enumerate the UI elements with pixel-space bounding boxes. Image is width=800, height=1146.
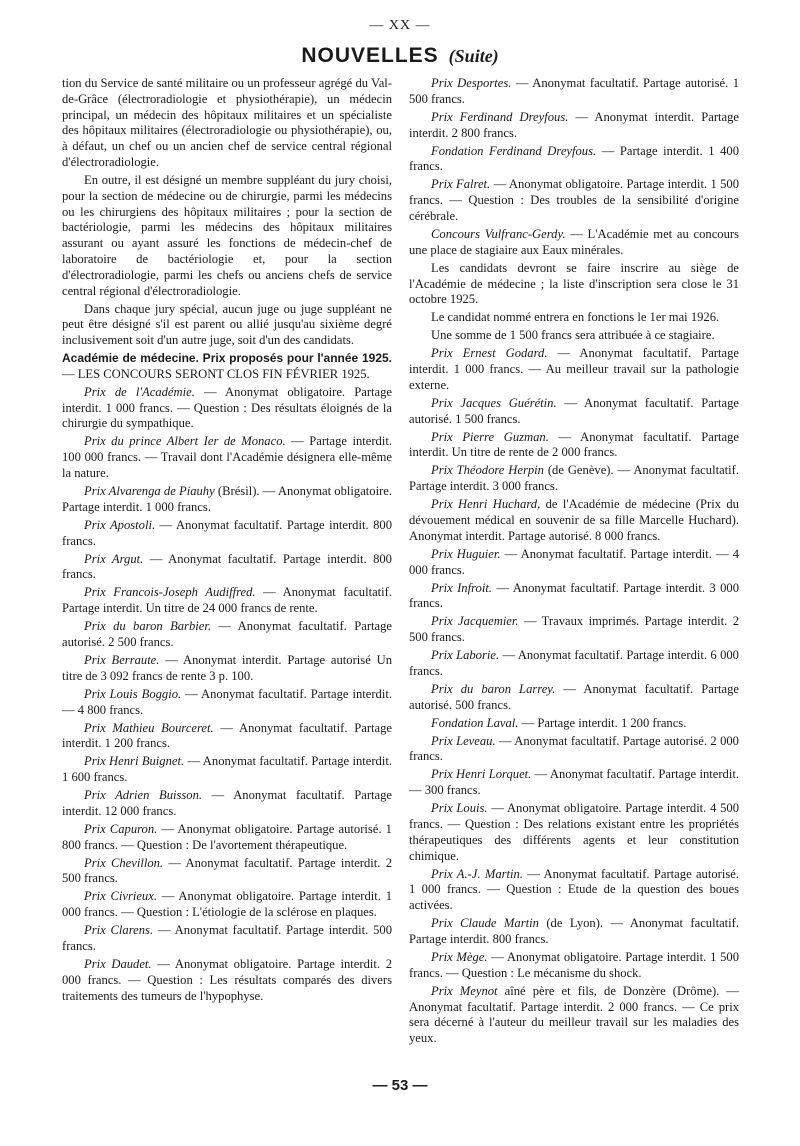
paragraph (409, 734, 739, 766)
paragraph (62, 484, 392, 516)
paragraph-text: — Anonymat facultatif. Partage interdit. — 300 francs. (409, 767, 739, 798)
prize-name: Fondation Laval. (431, 715, 519, 730)
paragraph-text: (Brésil). — Anonymat obligatoire. Partage interdit. 1 000 francs. (62, 484, 393, 514)
prize-name: Prix Pierre Guzman. (431, 429, 549, 444)
paragraph (409, 76, 739, 108)
paragraph (409, 396, 739, 428)
paragraph-text: — Anonymat facultatif. Partage interdit. Un titre de 24 000 francs de rente. (62, 585, 392, 616)
paragraph-text: — Anonymat obligatoire. Partage interdit. 1 000 francs. — Question : Des résultats éloignés de la chirurgie du sympathique. (62, 384, 392, 431)
paragraph (62, 173, 392, 299)
prize-name: Prix Laborie. (431, 648, 500, 663)
paragraph-text: Dans chaque jury spécial, aucun juge ou juge suppléant ne peut être désigné s'il est parent ou allié jusqu'au sixième degré inclusivement soit d'un autre juge, soit d'un des candidats. (62, 301, 392, 348)
paragraph (62, 302, 392, 349)
paragraph (409, 801, 739, 864)
paragraph (409, 497, 739, 544)
paragraph (62, 351, 392, 383)
paragraph-text: — Anonymat facultatif. Partage interdit. 800 francs. (62, 551, 392, 582)
prize-name: Prix Mathieu Bourceret. (84, 720, 214, 735)
paragraph (62, 687, 392, 719)
paragraph-text: — Anonymat facultatif. Partage interdit. 2 500 francs. (62, 855, 392, 886)
paragraph (409, 261, 739, 308)
prize-name: Prix Ernest Godard. (431, 346, 548, 361)
paragraph (409, 916, 739, 948)
paragraph (62, 552, 392, 584)
prize-name: Prix Henri Huchard, (431, 497, 541, 512)
paragraph-text: — Anonymat facultatif. Partage interdit. 3 000 francs. (409, 580, 739, 611)
prize-name: Concours Vulfranc-Gerdy. (431, 226, 566, 241)
paragraph-text: — Anonymat facultatif. Partage autorisé. 2 500 francs. (62, 619, 392, 649)
prize-name: Prix Capuron. (84, 821, 158, 836)
paragraph-text: — Partage interdit. 1 200 francs. (518, 715, 687, 730)
prize-name: Prix Civrieux. (84, 889, 157, 904)
paragraph (409, 177, 739, 224)
paragraph (409, 547, 739, 579)
paragraph-text: — Anonymat obligatoire. Partage interdit. 2 000 francs. — Question : Les résultats comparés des divers traitements des tumeurs de l'hypophyse. (62, 956, 392, 1003)
paragraph-text: — L'Académie met au concours une place de stagiaire aux Eaux minérales. (409, 226, 739, 257)
paragraph (62, 856, 392, 888)
paragraph (62, 721, 392, 753)
paragraph-text: tion du Service de santé militaire ou un professeur agrégé du Val-de-Grâce (électroradiologie et physiothérapie), un médecin principal, un médecin des hôpitaux militaires et un spécialiste des hôpitaux militaires (électroradiologie ou physiothérapie), ou, à défaut, un chef ou un ancien chef de service central régional d'électroradiologie. (62, 76, 392, 169)
paragraph (409, 463, 739, 495)
prize-name: Prix Infroit. (431, 580, 492, 595)
paragraph (62, 518, 392, 550)
prize-name: Prix Louis. (431, 801, 488, 816)
left-column (62, 76, 392, 1007)
paragraph (409, 950, 739, 982)
section-heading: Académie de médecine. Prix proposés pour l'année 1925. (62, 351, 392, 366)
prize-name: Prix Adrien Buisson. (84, 788, 203, 803)
paragraph (409, 614, 739, 646)
paragraph-text: — Anonymat obligatoire. Partage interdit. 1 500 francs. — Question : Des troubles de la sensibilité d'origine cérébrale. (409, 177, 740, 223)
prize-name: Prix Berraute. (84, 652, 160, 667)
paragraph-text: En outre, il est désigné un membre suppléant du jury choisi, pour la section de médecine ou de chirurgie, parmi les médecins ou les chirurgiens des hôpitaux militaires ; pour la section de bactériologie, parmi les médecins des hôpitaux militaires assurant ou ayant assuré les fonctions de médecin-chef de laboratoire de bactériologie et, pour la section d'électroradiologie, parmi les chefs ou anciens chefs de service central régional d'électroradiologie. (62, 172, 392, 298)
paragraph-text: — Anonymat facultatif. Partage interdit. 6 000 francs. (409, 648, 739, 678)
prize-name: Prix Francois-Joseph Audiffred. (84, 585, 256, 600)
roman-folio: — XX — (369, 18, 431, 33)
paragraph-text: — Anonymat interdit. Partage interdit. 2 800 francs. (409, 109, 739, 140)
prize-name: Prix Louis Boggio. (84, 686, 182, 701)
paragraph-text: — Anonymat facultatif. Partage autorisé. 1 000 francs. — Question : Etude de la question des boues activées. (409, 866, 739, 913)
paragraph-text: — Partage interdit. 100 000 francs. — Travail dont l'Académie désignera elle-même la nature. (62, 434, 392, 481)
paragraph (409, 227, 739, 259)
paragraph-text: — Anonymat facultatif. Partage interdit. 1 000 francs. — Au meilleur travail sur la pathologie externe. (409, 346, 739, 392)
paragraph (62, 76, 392, 171)
prize-name: Prix Ferdinand Dreyfous. (431, 109, 569, 124)
paragraph (62, 923, 392, 955)
paragraph-text: — Anonymat facultatif. Partage autorisé. 500 francs. (409, 681, 739, 712)
prize-name: Prix Jacques Guérétin. (431, 395, 557, 410)
prize-name: Prix A.-J. Martin. (431, 866, 523, 881)
paragraph (62, 754, 392, 786)
paragraph (409, 110, 739, 142)
paragraph (409, 144, 739, 176)
prize-name: Prix Apostoli. (84, 517, 156, 532)
prize-name: Prix du prince Albert Ier de Monaco. (84, 434, 286, 449)
prize-name: Prix Meynot (431, 983, 498, 998)
prize-name: Prix de l'Académie. (84, 384, 195, 399)
prize-name: Prix Alvarenga de Piauhy (84, 484, 215, 499)
paragraph (62, 889, 392, 921)
prize-name: Prix Henri Buignet. (84, 754, 185, 769)
paragraph-text: — Anonymat facultatif. Partage autorisé. 2 000 francs. (409, 733, 739, 764)
paragraph-text: — Anonymat facultatif. Partage interdit. 1 600 francs. (62, 754, 392, 785)
paragraph-text: — Anonymat obligatoire. Partage interdit. 1 500 francs. — Question : Le mécanisme du shock. (409, 949, 739, 980)
prize-name: Prix Falret. (431, 177, 491, 192)
paragraph (62, 653, 392, 685)
prize-name: Prix Mège. (431, 949, 488, 964)
paragraph (62, 434, 392, 481)
paragraph (409, 310, 739, 326)
right-column (409, 76, 739, 1049)
paragraph-text: — Travaux imprimés. Partage interdit. 2 500 francs. (409, 614, 739, 645)
paragraph (409, 767, 739, 799)
page-number: — 53 — (372, 1077, 428, 1094)
paragraph-text: — Anonymat facultatif. Partage interdit. 800 francs. (62, 517, 393, 548)
paragraph (409, 682, 739, 714)
paragraph-text: — Anonymat interdit. Partage autorisé Un titre de 3 092 francs de rente 3 p. 100. (62, 652, 393, 683)
paragraph-text: — Anonymat facultatif. Partage autorisé. 1 500 francs. (409, 395, 739, 426)
paragraph-text: — Anonymat obligatoire. Partage autorisé. 1 800 francs. — Question : De l'avortement thérapeutique. (62, 821, 392, 852)
prize-name: Prix Claude Martin (431, 916, 539, 931)
paragraph-text: — Anonymat facultatif. Partage autorisé. 1 500 francs. (409, 76, 739, 106)
running-head (0, 44, 800, 68)
prize-name: Prix du baron Barbier. (84, 619, 211, 634)
paragraph (409, 581, 739, 613)
paragraph-text: aîné père et fils, de Donzère (Drôme). — Anonymat facultatif. Partage interdit. 2 000 francs. — Ce prix sera décerné à l'auteur du meilleur travail sur les maladies des yeux. (409, 983, 740, 1046)
prize-name: Fondation Ferdinand Dreyfous. (431, 143, 597, 158)
paragraph-text: — Anonymat facultatif. Partage interdit. 12 000 francs. (62, 788, 392, 818)
prize-name: Prix du baron Larrey. (431, 681, 556, 696)
paragraph-text: (de Lyon). — Anonymat facultatif. Partage interdit. 800 francs. (409, 916, 740, 946)
section-subtitle: (Suite) (448, 46, 499, 66)
paragraph (62, 619, 392, 651)
paragraph (62, 957, 392, 1004)
paragraph (62, 788, 392, 820)
prize-name: Prix Desportes. (431, 76, 512, 90)
paragraph-text: Le candidat nommé entrera en fonctions le 1er mai 1926. (431, 310, 720, 325)
prize-name: Prix Théodore Herpin (431, 463, 544, 478)
paragraph (409, 328, 739, 344)
prize-name: Prix Clarens. (84, 923, 154, 938)
prize-name: Prix Argut. (84, 551, 144, 566)
prize-name: Prix Jacquemier. (431, 614, 519, 629)
paragraph-text: — Anonymat facultatif. Partage interdit. Un titre de rente de 2 000 francs. (409, 429, 739, 460)
paragraph (409, 984, 739, 1047)
prize-name: Prix Leveau. (431, 733, 496, 748)
prize-name: Prix Daudet. (84, 956, 152, 971)
paragraph-text: de l'Académie de médecine (Prix du dévouement médical en souvenir de sa fille Marcelle Huchard). Anonymat interdit. Partage autorisé. 8 000 francs. (409, 497, 739, 543)
paragraph-text: Une somme de 1 500 francs sera attribuée à ce stagiaire. (431, 328, 715, 343)
paragraph (409, 648, 739, 680)
paragraph-text: — Anonymat obligatoire. Partage interdit. 1 000 francs. — Question : L'étiologie de la sclérose en plaques. (62, 889, 392, 920)
section-title: NOUVELLES (301, 44, 439, 67)
prize-name: Prix Chevillon. (84, 855, 164, 870)
paragraph-text: — Anonymat obligatoire. Partage interdit. 4 500 francs. — Question : Des relations existant entre les propriétés thérapeutiques des différents agents et leur constitution chimique. (409, 801, 740, 863)
paragraph-text: Les candidats devront se faire inscrire au siège de l'Académie de médecine ; la liste d'inscription sera close le 31 octobre 1925. (409, 260, 739, 307)
paragraph-text: — Anonymat facultatif. Partage interdit. 500 francs. (62, 923, 392, 953)
paragraph (409, 716, 739, 732)
paragraph (62, 822, 392, 854)
paragraph-text: — Anonymat facultatif. Partage interdit. — 4 000 francs. (409, 546, 739, 577)
paragraph (409, 430, 739, 462)
paragraph-text: — Partage interdit. 1 400 francs. (409, 143, 739, 174)
prize-name: Prix Henri Lorquet. (431, 767, 532, 782)
paragraph-text: — LES CONCOURS SERONT CLOS FIN FÉVRIER 1925. (62, 366, 370, 381)
paragraph (62, 385, 392, 432)
prize-name: Prix Huguier. (431, 546, 501, 561)
paragraph (409, 346, 739, 393)
paragraph (409, 867, 739, 914)
paragraph (62, 585, 392, 617)
paragraph-text: (de Genève). — Anonymat facultatif. Partage interdit. 3 000 francs. (409, 463, 739, 494)
paragraph-text: — Anonymat facultatif. Partage interdit. — 4 800 francs. (62, 686, 392, 717)
paragraph-text: — Anonymat facultatif. Partage interdit. 1 200 francs. (62, 720, 392, 751)
